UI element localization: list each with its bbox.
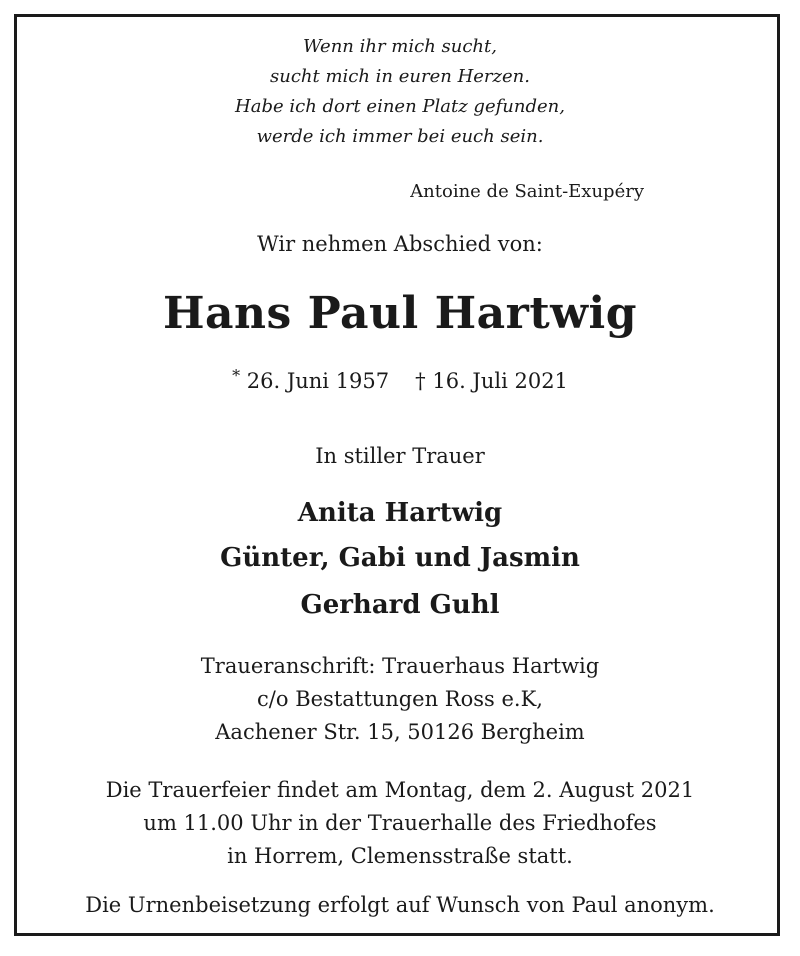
address-line: Traueranschrift: Trauerhaus Hartwig	[200, 654, 600, 678]
quote-line: Wenn ihr mich sucht,	[303, 36, 497, 57]
mourner-name: Gerhard Guhl	[300, 590, 500, 620]
address-line: c/o Bestattungen Ross e.K,	[257, 687, 543, 711]
ceremony-line: um 11.00 Uhr in der Trauerhalle des Friedhofes	[143, 811, 657, 835]
ceremony-line: in Horrem, Clemensstraße statt.	[227, 844, 573, 868]
ceremony-line: Die Trauerfeier findet am Montag, dem 2. August 2021	[105, 778, 695, 802]
farewell-intro: Wir nehmen Abschied von:	[257, 232, 543, 256]
mourner-name: Anita Hartwig	[297, 498, 503, 528]
death-symbol: †	[415, 369, 426, 393]
birth-date: 26. Juni 1957	[246, 369, 390, 393]
quote-line: Habe ich dort einen Platz gefunden,	[235, 96, 565, 117]
mourning-label: In stiller Trauer	[315, 444, 485, 468]
mourner-name: Günter, Gabi und Jasmin	[220, 543, 580, 573]
quote-line: werde ich immer bei euch sein.	[256, 126, 544, 147]
death-date: 16. Juli 2021	[432, 369, 568, 393]
birth-symbol: *	[232, 366, 241, 385]
urn-note: Die Urnenbeisetzung erfolgt auf Wunsch von Paul anonym.	[85, 893, 715, 917]
quote-author: Antoine de Saint-Exupéry	[410, 181, 644, 202]
address-line: Aachener Str. 15, 50126 Bergheim	[215, 720, 585, 744]
life-dates	[0, 366, 800, 393]
deceased-name: Hans Paul Hartwig	[162, 288, 638, 339]
quote-line: sucht mich in euren Herzen.	[270, 66, 530, 87]
